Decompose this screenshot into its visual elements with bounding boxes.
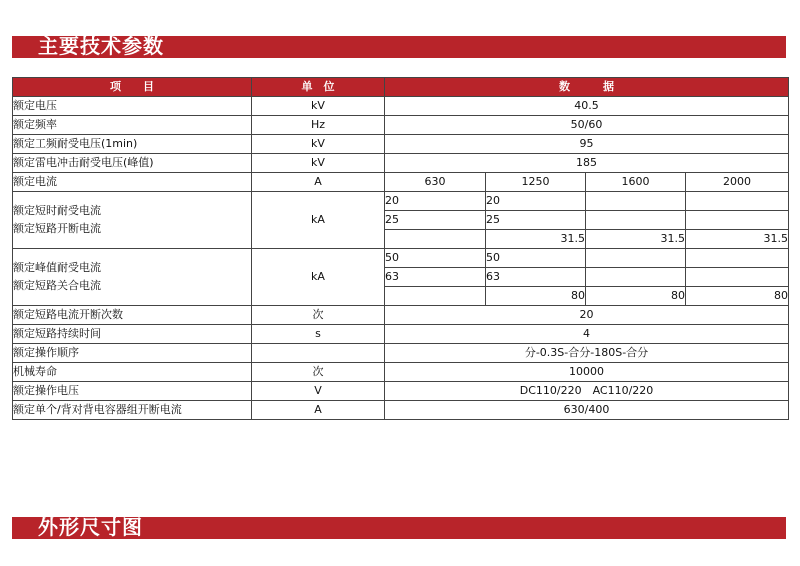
row-value: DC110/220 AC110/220 bbox=[385, 382, 789, 401]
cell-value: 63 bbox=[486, 268, 586, 287]
row-unit: A bbox=[252, 173, 385, 192]
table-row bbox=[13, 382, 789, 401]
row-unit: V bbox=[252, 382, 385, 401]
header-unit: 单 位 bbox=[252, 78, 385, 97]
row-unit: kV bbox=[252, 154, 385, 173]
table-row bbox=[13, 401, 789, 420]
row-name: 额定频率 bbox=[13, 116, 252, 135]
row-unit: s bbox=[252, 325, 385, 344]
row-unit: A bbox=[252, 401, 385, 420]
row-value: 4 bbox=[385, 325, 789, 344]
cell-value: 80 bbox=[686, 287, 789, 306]
cell-value: 25 bbox=[486, 211, 586, 230]
row-name: 额定操作顺序 bbox=[13, 344, 252, 363]
row-value: 10000 bbox=[385, 363, 789, 382]
row-name: 额定峰值耐受电流 bbox=[13, 261, 101, 274]
rated-current-630: 630 bbox=[385, 173, 486, 192]
table-row bbox=[13, 135, 789, 154]
section-title-main-params: 主要技术参数 bbox=[38, 34, 164, 58]
empty-cell bbox=[586, 192, 686, 211]
rated-current-1600: 1600 bbox=[586, 173, 686, 192]
table-header-row bbox=[13, 78, 789, 97]
row-name: 额定操作电压 bbox=[13, 382, 252, 401]
empty-cell bbox=[686, 268, 789, 287]
table-row bbox=[13, 249, 789, 268]
table-row bbox=[13, 154, 789, 173]
table-row bbox=[13, 363, 789, 382]
cell-value: 31.5 bbox=[686, 230, 789, 249]
row-value: 50/60 bbox=[385, 116, 789, 135]
cell-value: 80 bbox=[586, 287, 686, 306]
empty-cell bbox=[385, 230, 486, 249]
row-name: 额定工频耐受电压(1min) bbox=[13, 135, 252, 154]
row-name: 额定短路持续时间 bbox=[13, 325, 252, 344]
table-row bbox=[13, 97, 789, 116]
rated-current-2000: 2000 bbox=[686, 173, 789, 192]
table-row bbox=[13, 344, 789, 363]
row-unit: 次 bbox=[252, 363, 385, 382]
empty-cell bbox=[586, 211, 686, 230]
table-row bbox=[13, 173, 789, 192]
empty-cell bbox=[686, 249, 789, 268]
group-name-peak bbox=[13, 249, 252, 306]
row-unit bbox=[252, 344, 385, 363]
row-unit: kA bbox=[252, 192, 385, 249]
cell-value: 31.5 bbox=[586, 230, 686, 249]
header-data: 数 据 bbox=[385, 78, 789, 97]
table-row bbox=[13, 325, 789, 344]
cell-value: 20 bbox=[486, 192, 586, 211]
row-unit: kV bbox=[252, 97, 385, 116]
row-value: 分-0.3S-合分-180S-合分 bbox=[385, 344, 789, 363]
table-row bbox=[13, 306, 789, 325]
row-value: 185 bbox=[385, 154, 789, 173]
empty-cell bbox=[586, 268, 686, 287]
row-unit: 次 bbox=[252, 306, 385, 325]
cell-value: 50 bbox=[385, 249, 486, 268]
row-unit: kV bbox=[252, 135, 385, 154]
cell-value: 25 bbox=[385, 211, 486, 230]
row-name: 额定电压 bbox=[13, 97, 252, 116]
row-value: 40.5 bbox=[385, 97, 789, 116]
section-title-dimensions: 外形尺寸图 bbox=[38, 515, 143, 539]
row-name: 额定单个/背对背电容器组开断电流 bbox=[13, 401, 252, 420]
row-name: 额定短时耐受电流 bbox=[13, 204, 101, 217]
cell-value: 20 bbox=[385, 192, 486, 211]
cell-value: 80 bbox=[486, 287, 586, 306]
cell-value: 31.5 bbox=[486, 230, 586, 249]
table-row bbox=[13, 192, 789, 211]
row-value: 630/400 bbox=[385, 401, 789, 420]
table-row bbox=[13, 116, 789, 135]
empty-cell bbox=[586, 249, 686, 268]
row-unit: kA bbox=[252, 249, 385, 306]
rated-current-1250: 1250 bbox=[486, 173, 586, 192]
row-value: 95 bbox=[385, 135, 789, 154]
row-name: 额定短路关合电流 bbox=[13, 279, 101, 292]
row-name: 机械寿命 bbox=[13, 363, 252, 382]
specs-table bbox=[12, 77, 789, 420]
row-name: 额定电流 bbox=[13, 173, 252, 192]
row-value: 20 bbox=[385, 306, 789, 325]
row-name: 额定雷电冲击耐受电压(峰值) bbox=[13, 154, 252, 173]
empty-cell bbox=[686, 211, 789, 230]
group-name-short-time bbox=[13, 192, 252, 249]
row-name: 额定短路开断电流 bbox=[13, 222, 101, 235]
cell-value: 50 bbox=[486, 249, 586, 268]
empty-cell bbox=[686, 192, 789, 211]
cell-value: 63 bbox=[385, 268, 486, 287]
header-item: 项 目 bbox=[13, 78, 252, 97]
row-name: 额定短路电流开断次数 bbox=[13, 306, 252, 325]
empty-cell bbox=[385, 287, 486, 306]
row-unit: Hz bbox=[252, 116, 385, 135]
